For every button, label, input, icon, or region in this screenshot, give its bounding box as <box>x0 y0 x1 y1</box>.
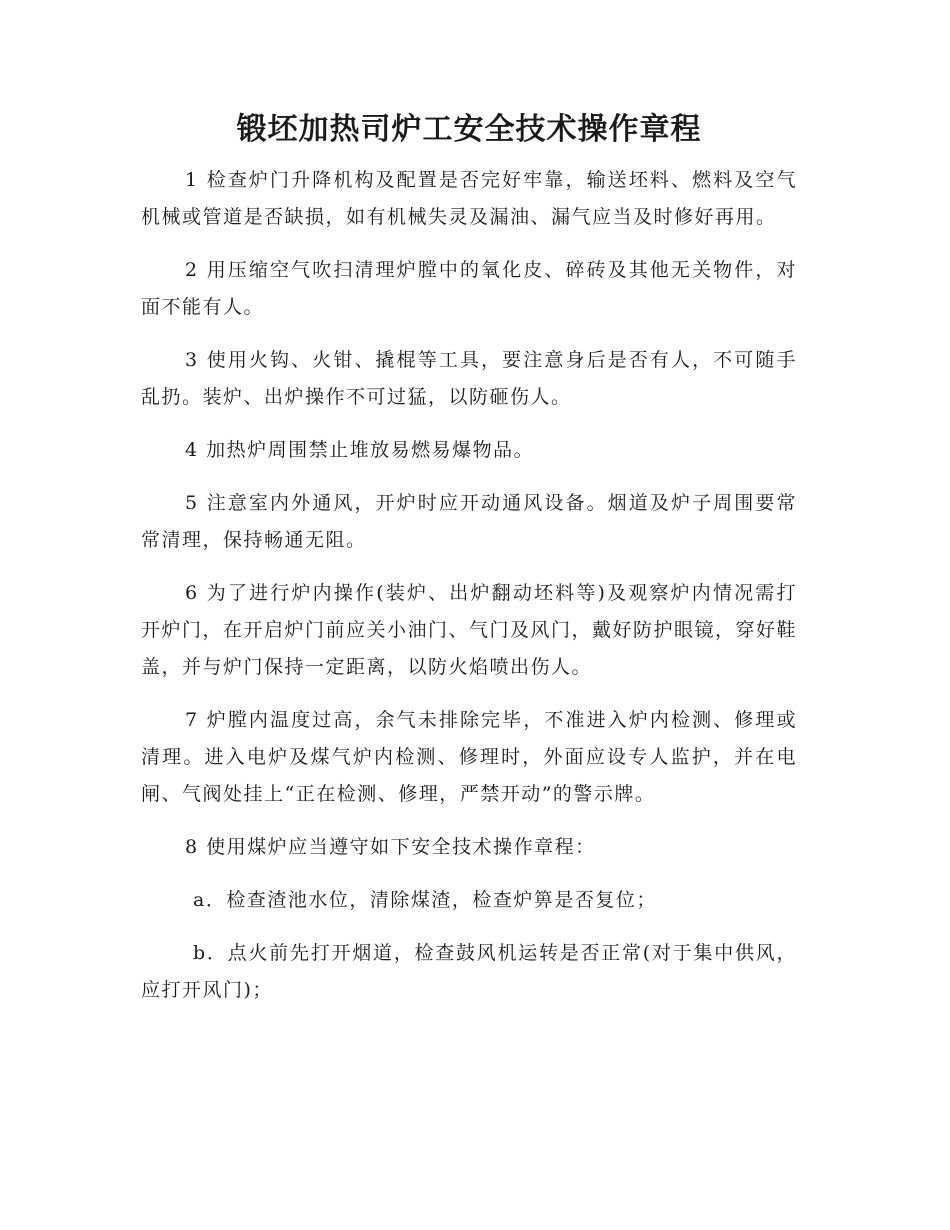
paragraph-5: 5 注意室内外通风，开炉时应开动通风设备。烟道及炉子周围要常常清理，保持畅通无阻。 <box>141 492 797 551</box>
sub-item-b: b．点火前先打开烟道，检查鼓风机运转是否正常(对于集中供风，应打开风门)； <box>141 942 797 1001</box>
paragraph-7: 7 炉膛内温度过高，余气未排除完毕，不准进入炉内检测、修理或清理。进入电炉及煤气炉内检测、修理时，外面应设专人监护，并在电闸、气阀处挂上“正在检测、修理，严禁开动”的警示牌。 <box>141 709 797 805</box>
paragraph-8: 8 使用煤炉应当遵守如下安全技术操作章程： <box>185 836 596 858</box>
paragraph-2: 2 用压缩空气吹扫清理炉膛中的氧化皮、碎砖及其他无关物件，对面不能有人。 <box>141 259 797 318</box>
paragraph-4: 4 加热炉周围禁止堆放易燃易爆物品。 <box>185 439 535 461</box>
paragraph-3: 3 使用火钩、火钳、撬棍等工具，要注意身后是否有人，不可随手乱扔。装炉、出炉操作不可过猛，以防砸伤人。 <box>141 349 797 408</box>
paragraph-6: 6 为了进行炉内操作(装炉、出炉翻动坯料等)及观察炉内情况需打开炉门，在开启炉门前应关小油门、气门及风门，戴好防护眼镜，穿好鞋盖，并与炉门保持一定距离，以防火焰喷出伤人。 <box>141 582 798 678</box>
paragraph-1: 1 检查炉门升降机构及配置是否完好牢靠，输送坯料、燃料及空气机械或管道是否缺损，如有机械失灵及漏油、漏气应当及时修好再用。 <box>141 169 797 228</box>
document-page <box>141 108 797 1025</box>
document-title: 锻坯加热司炉工安全技术操作章程 <box>236 112 702 147</box>
sub-item-a: a．检查渣池水位，清除煤渣，检查炉箅是否复位； <box>193 889 657 911</box>
